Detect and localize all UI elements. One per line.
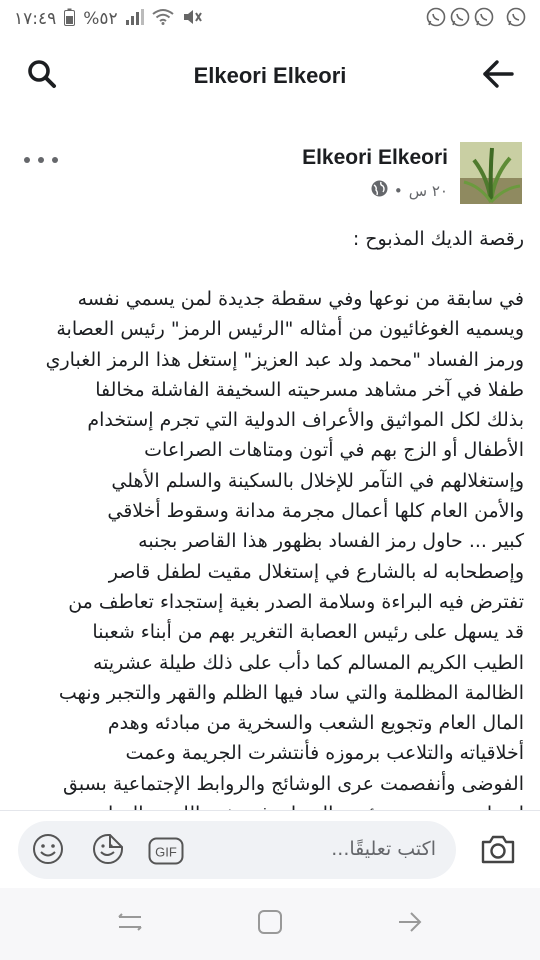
post-line: الظالمة المظلمة والتي ساد فيها الظلم والقهر والتجبر ونهب <box>58 681 524 704</box>
more-options-dot <box>38 157 44 163</box>
avatar[interactable] <box>460 142 522 204</box>
emoji-icon <box>32 833 64 869</box>
post-line: وإصطحابه له بالشارع في إستغلال مقيت لطفل قاصر <box>108 560 524 583</box>
post-body <box>18 224 524 829</box>
post-line: طفلا في آخر مشاهد مسرحيته السخيفة الفاشلة مخالفا <box>95 378 524 401</box>
post-line: الطيب الكريم المسالم كما دأب على ذلك طيلة عشريته <box>92 651 524 674</box>
post-time: ٢٠ س <box>408 181 448 200</box>
post-line: ويسميه الغوغائيون من أمثاله "الرئيس الرمز" رئيس العصابة <box>56 318 524 341</box>
camera-button[interactable] <box>478 831 518 871</box>
system-nav-bar <box>0 888 540 960</box>
comment-input[interactable] <box>18 821 456 879</box>
post-line: تفترض فيه البراءة وسلامة الصدر بغية إستجداء تعاطف من <box>68 590 524 613</box>
back-icon <box>397 911 423 937</box>
meta-separator: • <box>393 181 403 200</box>
more-options-dot <box>52 157 58 163</box>
post-line: قد يسهل على رئيس العصابة التغرير بهم من أبناء شعبنا <box>92 621 524 644</box>
whatsapp-icon <box>450 7 470 31</box>
sticker-button[interactable] <box>90 833 126 869</box>
home-button[interactable] <box>246 900 294 948</box>
page-title: Elkeori Elkeori <box>193 63 347 88</box>
sticker-icon <box>92 833 124 869</box>
back-arrow-icon <box>482 60 514 92</box>
wifi-icon <box>152 9 174 30</box>
emoji-button[interactable] <box>30 833 66 869</box>
back-button[interactable] <box>478 56 518 96</box>
status-bar-right <box>426 7 526 31</box>
whatsapp-icon <box>426 7 446 31</box>
more-options-icon <box>24 157 30 163</box>
post-line: الأطفال أو الزج بهم في أتون ومتاهات الصراعات <box>144 439 524 462</box>
whatsapp-icon <box>506 7 526 31</box>
post-line: ورمز الفساد "محمد ولد عبد العزيز" إستغل هذا الرمز الغباري <box>45 348 524 371</box>
post-line: الفوضى وأنفصمت عرى الوشائج والروابط الإجتماعية بسبق <box>63 772 524 795</box>
camera-icon <box>480 833 516 869</box>
globe-icon <box>371 180 388 201</box>
post-line: وإستغلالهم في التآمر للإخلال بالسكينة والسلم الأهلي <box>111 469 524 492</box>
status-bar <box>0 0 540 38</box>
post-meta <box>371 180 448 201</box>
battery-percent: %٥٢ <box>83 9 118 29</box>
mute-icon <box>182 8 202 31</box>
post-line: والأمن العام كلها أعمال مجرمة مدانة وسقوط أخلاقي <box>107 500 524 523</box>
post-line: أخلاقياته والتلاعب برموزه فأنتشرت الجريمة وعمت <box>125 742 524 765</box>
post-line: بذلك لكل المواثيق والأعراف الدولية التي تجرم إستخدام <box>87 409 524 432</box>
home-icon <box>257 909 283 939</box>
recent-apps-icon <box>117 911 143 937</box>
post-heading: رقصة الديك المذبوح : <box>352 228 524 250</box>
app-header <box>0 38 540 114</box>
comment-bar <box>0 810 540 888</box>
search-icon <box>27 59 57 93</box>
post-header <box>0 140 540 212</box>
gif-icon: GIF <box>155 844 177 860</box>
clock: ١٧:٤٩ <box>14 9 57 29</box>
battery-icon <box>64 8 75 31</box>
signal-icon <box>126 9 144 30</box>
post <box>0 114 540 810</box>
post-author[interactable]: Elkeori Elkeori <box>302 146 448 169</box>
post-line: المال العام وتجويع الشعب والسخرية من مبادئه وهدم <box>107 712 524 735</box>
post-line: في سابقة من نوعها وفي سقطة جديدة لمن يسمي نفسه <box>77 288 524 310</box>
status-bar-left <box>14 8 202 31</box>
whatsapp-icon <box>474 7 494 31</box>
gif-button[interactable] <box>148 833 184 869</box>
post-text <box>18 284 524 829</box>
system-back-button[interactable] <box>386 900 434 948</box>
recent-apps-button[interactable] <box>106 900 154 948</box>
post-line: كبير ... حاول رمز الفساد بظهور هذا القاصر بجنبه <box>138 530 524 553</box>
more-options-button[interactable] <box>24 150 58 170</box>
comment-placeholder: اكتب تعليقًا... <box>331 838 436 860</box>
search-button[interactable] <box>22 56 62 96</box>
